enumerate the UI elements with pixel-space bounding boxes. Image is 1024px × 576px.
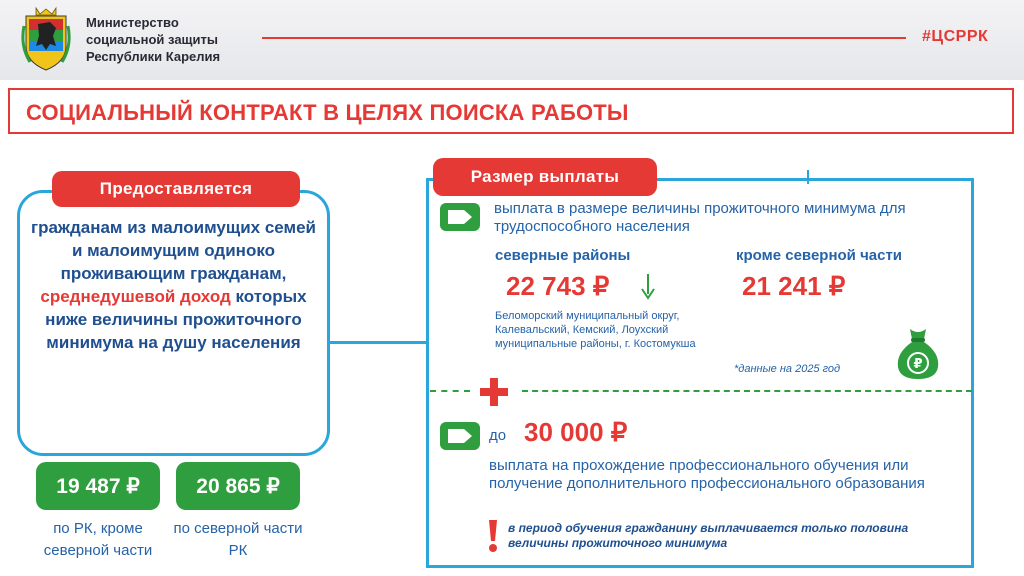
- panel-connector: [330, 341, 426, 344]
- rest-label: кроме северной части: [736, 247, 903, 264]
- north-areas: Беломорский муниципальный округ, Калевальский, Кемский, Лоухский муниципальные районы, г. Костомукша: [495, 310, 696, 350]
- divider-dashed-right: [522, 390, 972, 392]
- arrow-down-icon: [640, 274, 656, 300]
- north-label: северные районы: [495, 247, 631, 264]
- coat-of-arms-icon: [20, 6, 72, 72]
- training-text: выплата на прохождение профессионального обучения или получение дополнительного профессионального образования: [489, 457, 925, 492]
- ministry-name-line-1: Министерство: [86, 15, 179, 30]
- arrow-badge-icon: [440, 422, 480, 450]
- ministry-name: [86, 14, 256, 65]
- provided-text-part-1: гражданам из малоимущих семей и малоимущим одиноко проживающим гражданам,: [30, 218, 317, 283]
- up-to-label: до: [489, 427, 507, 444]
- payment-intro: выплата в размере величины прожиточного минимума для трудоспособного населения: [494, 200, 906, 235]
- minimum-caption-rk: по РК, кроме северной части: [43, 520, 153, 559]
- header-divider: [262, 37, 906, 39]
- data-year-note: *данные на 2025 год: [734, 363, 841, 375]
- svg-text:₽: ₽: [913, 357, 923, 372]
- exclamation-icon: [487, 519, 499, 553]
- page-title: СОЦИАЛЬНЫЙ КОНТРАКТ В ЦЕЛЯХ ПОИСКА РАБОТЫ: [26, 100, 629, 125]
- minimum-value-rk: 19 487 ₽: [36, 462, 160, 510]
- up-to-value: 30 000 ₽: [524, 417, 628, 447]
- ministry-name-line-3: Республики Карелия: [86, 49, 221, 64]
- divider-dashed-left: [430, 390, 470, 392]
- rest-value: 21 241 ₽: [742, 271, 846, 301]
- panel-tick: [807, 170, 809, 184]
- header-bar: [0, 0, 1024, 80]
- title-frame: [8, 88, 1014, 134]
- training-warning: в период обучения гражданину выплачивается только половина величины прожиточного минимума: [508, 521, 909, 550]
- plus-icon: [478, 376, 510, 408]
- arrow-badge-icon: [440, 203, 480, 231]
- provided-tag: Предоставляется: [52, 171, 300, 207]
- provided-text-highlight: среднедушевой доход: [40, 287, 231, 306]
- money-bag-icon: [892, 325, 944, 381]
- ministry-name-line-2: социальной защиты: [86, 32, 218, 47]
- provided-description: [26, 216, 321, 354]
- hashtag-label: #ЦСРРК: [922, 28, 989, 45]
- payment-tag: Размер выплаты: [433, 158, 657, 196]
- minimum-caption-north: по северной части РК: [173, 520, 303, 559]
- provided-text-part-2: которых ниже величины прожиточного минимума на душу населения: [45, 287, 307, 352]
- minimum-value-north: 20 865 ₽: [176, 462, 300, 510]
- north-value: 22 743 ₽: [506, 271, 610, 301]
